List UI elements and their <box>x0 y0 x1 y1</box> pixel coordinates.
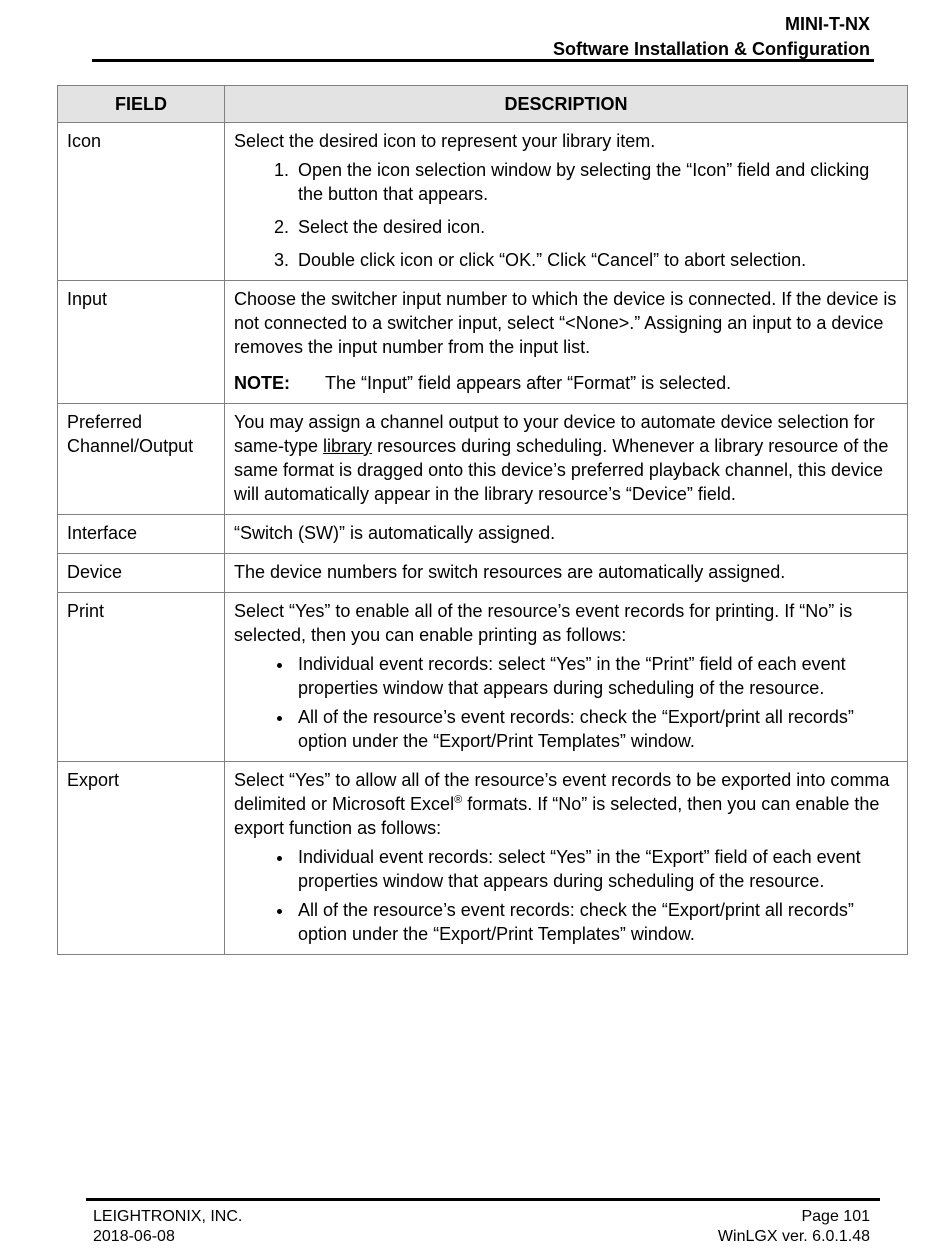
list-item: 3. Double click icon or click “OK.” Click “Cancel” to abort selection. <box>294 248 897 272</box>
field-column-header: FIELD <box>58 86 225 123</box>
table-row-input <box>58 281 908 404</box>
field-cell: Export <box>58 762 225 955</box>
list-item: • All of the resource’s event records: check the “Export/print all records” option under the “Export/Print Templates” window. <box>294 898 897 946</box>
description-cell <box>225 404 908 515</box>
print-text: Select “Yes” to enable all of the resource’s event records for printing. If “No” is selected, then you can enable printing as follows: <box>234 601 853 645</box>
document-date: 2018-06-08 <box>93 1228 175 1245</box>
table-header-row <box>58 86 908 123</box>
table-row-interface <box>58 515 908 554</box>
table-row-export <box>58 762 908 955</box>
table-row-preferred <box>58 404 908 515</box>
field-description-table <box>57 85 908 955</box>
page-number: Page 101 <box>801 1208 870 1225</box>
input-note <box>234 371 897 395</box>
header-rule <box>92 59 874 62</box>
page-header <box>553 12 870 62</box>
field-cell: Interface <box>58 515 225 554</box>
description-cell <box>225 281 908 404</box>
field-cell: Print <box>58 593 225 762</box>
field-cell: Device <box>58 554 225 593</box>
list-item: • Individual event records: select “Yes” in the “Export” field of each event properties window that appears during scheduling of the resource. <box>294 845 897 893</box>
list-item: • Individual event records: select “Yes” in the “Print” field of each event properties window that appears during scheduling of the resource. <box>294 652 897 700</box>
input-text: Choose the switcher input number to which the device is connected. If the device is not connected to a switcher input, select “<None>.” Assigning an input to a device removes the input number from the input list. <box>234 289 897 357</box>
description-cell <box>225 593 908 762</box>
export-bullets <box>234 845 897 946</box>
field-cell <box>58 404 225 515</box>
field-cell: Input <box>58 281 225 404</box>
section-title: Software Installation & Configuration <box>552 39 870 59</box>
export-text <box>234 768 897 840</box>
note-label: NOTE: <box>234 373 290 393</box>
icon-steps <box>234 158 897 272</box>
icon-intro: Select the desired icon to represent your library item. <box>234 131 656 151</box>
description-column-header: DESCRIPTION <box>225 86 908 123</box>
list-item: 2. Select the desired icon. <box>294 215 897 239</box>
table-row-icon <box>58 123 908 281</box>
description-cell: The device numbers for switch resources are automatically assigned. <box>225 554 908 593</box>
text-part: resources during scheduling. Whenever a library resource of the same format is dragged onto this device’s preferred playback channel, this device will automatically appear in the library resource’s “Device” field. <box>234 436 889 504</box>
field-line: Channel/Output <box>67 436 194 456</box>
footer-left <box>93 1207 242 1247</box>
print-bullets <box>234 652 897 753</box>
list-item: 1. Open the icon selection window by selecting the “Icon” field and clicking the button that appears. <box>294 158 897 206</box>
description-cell: “Switch (SW)” is automatically assigned. <box>225 515 908 554</box>
list-item: • All of the resource’s event records: check the “Export/print all records” option under the “Export/Print Templates” window. <box>294 705 897 753</box>
text-part: You may assign a channel output to your device to automate device selection for same-type <box>234 412 875 456</box>
company-name: LEIGHTRONIX, INC. <box>93 1208 243 1225</box>
table-row-print <box>58 593 908 762</box>
text-part: Select “Yes” to allow all of the resource’s event records to be exported into comma delimited or Microsoft Excel <box>234 770 890 814</box>
note-text: The “Input” field appears after “Format” is selected. <box>325 373 732 393</box>
footer-rule <box>86 1198 880 1201</box>
software-version: WinLGX ver. 6.0.1.48 <box>717 1228 870 1245</box>
field-line: Preferred <box>67 412 143 432</box>
library-link[interactable]: library <box>323 436 373 456</box>
description-cell <box>225 123 908 281</box>
description-cell <box>225 762 908 955</box>
preferred-text <box>234 410 897 506</box>
footer-right <box>718 1207 870 1247</box>
registered-mark: ® <box>454 794 463 806</box>
table-row-device <box>58 554 908 593</box>
text-part: formats. If “No” is selected, then you can enable the export function as follows: <box>234 794 880 838</box>
field-cell: Icon <box>58 123 225 281</box>
product-name: MINI-T-NX <box>785 14 870 34</box>
